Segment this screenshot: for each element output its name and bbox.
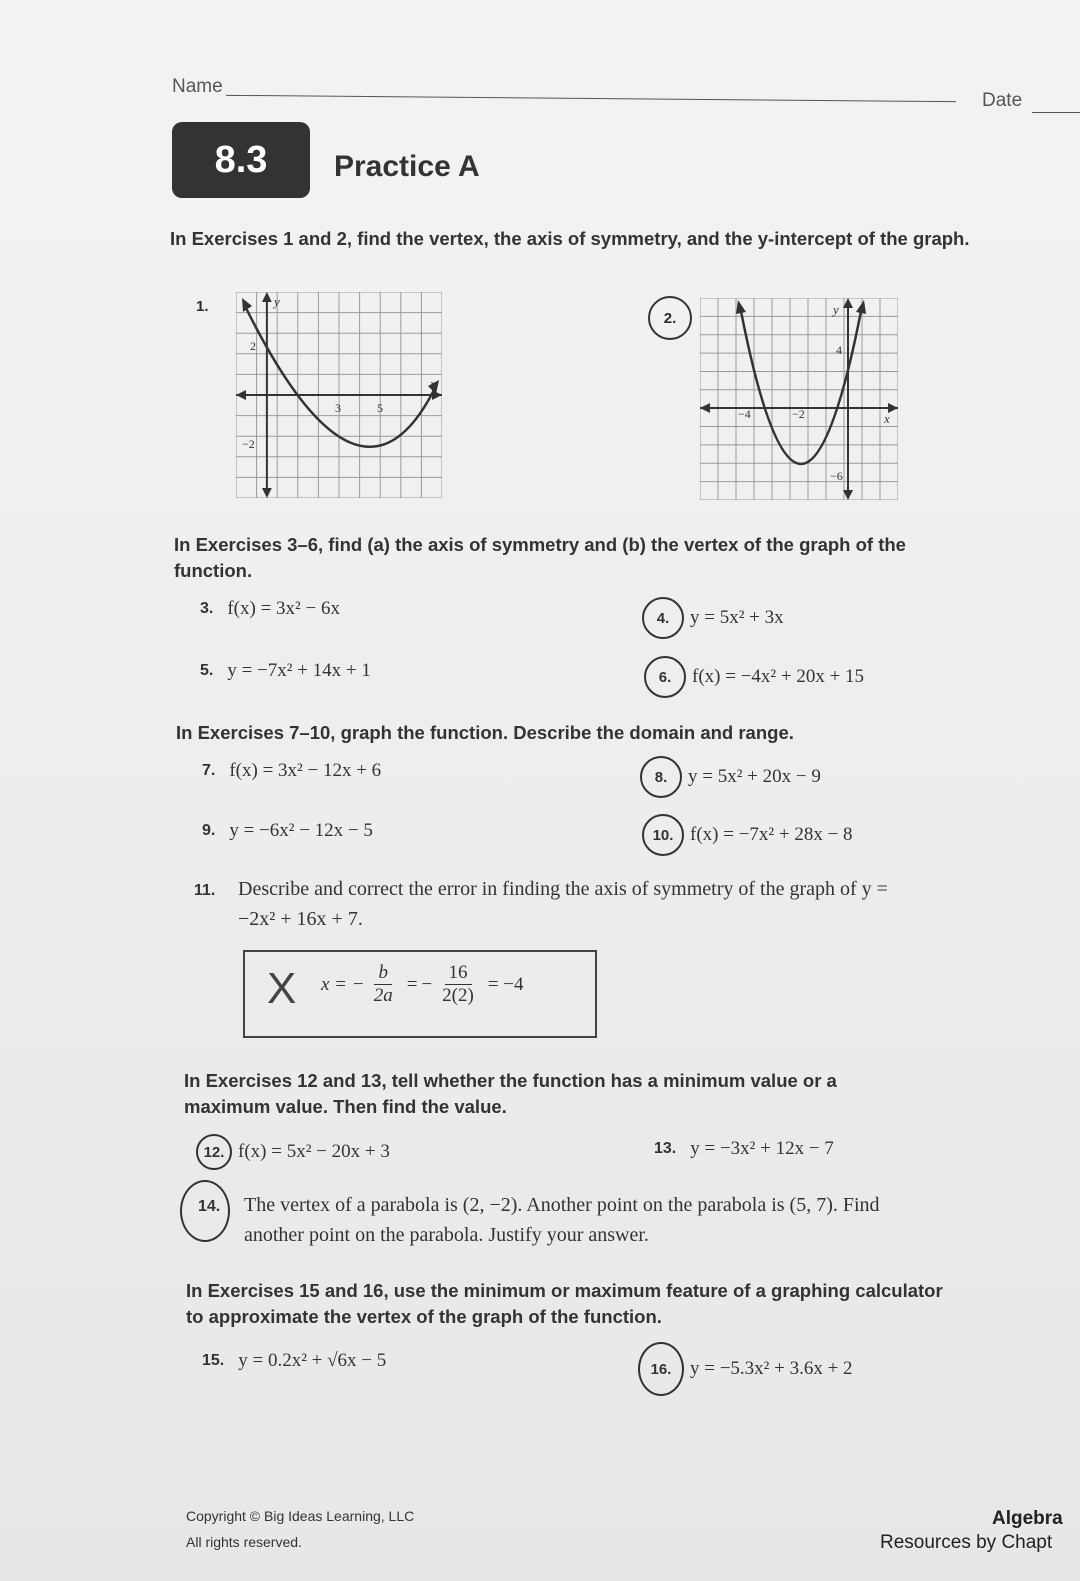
name-label: Name (172, 76, 223, 97)
exercise-number: 3. (200, 600, 214, 617)
graph-1-arrow (262, 488, 272, 498)
fraction-denominator: 2a (373, 985, 393, 1006)
work-neg: − (421, 973, 433, 995)
exercise-expression: y = −6x² − 12x − 5 (229, 820, 373, 841)
graph-2-arrow (856, 300, 866, 314)
exercise-10 (650, 814, 853, 856)
fraction-denominator: 2(2) (442, 985, 474, 1006)
exercise-1-number: 1. (196, 298, 209, 315)
exercise-number: 4. (642, 597, 684, 639)
exercise-expression: f(x) = 3x² − 6x (227, 598, 340, 619)
exercise-number: 9. (202, 822, 216, 839)
exercise-number: 16. (638, 1342, 684, 1396)
exercise-11-text: Describe and correct the error in finding the axis of symmetry of the graph of y = −2x² + 16x + 7. (238, 878, 888, 930)
rights-reserved: All rights reserved. (186, 1534, 302, 1550)
exercise-number: 8. (640, 756, 682, 798)
graph-1 (236, 292, 442, 498)
instructions-5: In Exercises 15 and 16, use the minimum or maximum feature of a graphing calculator to approximate the vertex of the graph of the function. (186, 1280, 943, 1327)
work-equals: = (406, 973, 418, 995)
exercise-expression: y = 5x² + 20x − 9 (688, 766, 821, 787)
exercise-expression: y = −3x² + 12x − 7 (690, 1138, 834, 1159)
fraction-numerator: 16 (445, 962, 472, 985)
exercise-12 (202, 1134, 390, 1170)
graph-1-parabola (244, 304, 436, 447)
graph-1-arrow (236, 390, 246, 400)
exercise-2-number (648, 296, 692, 340)
graph-2-tick: −6 (830, 469, 843, 483)
exercise-expression: f(x) = −7x² + 28x − 8 (690, 824, 853, 845)
exercise-expression: y = 0.2x² + √6x − 5 (238, 1350, 387, 1371)
exercise-13 (654, 1138, 834, 1160)
exercise-expression: f(x) = −4x² + 20x + 15 (692, 666, 865, 687)
exercise-expression: f(x) = 5x² − 20x + 3 (238, 1141, 390, 1162)
graph-2 (700, 298, 898, 500)
exercise-expression: y = −7x² + 14x + 1 (227, 660, 371, 681)
exercise-4 (650, 597, 784, 639)
instructions-4: In Exercises 12 and 13, tell whether the function has a minimum value or a maximum value. Then find the value. (184, 1070, 837, 1117)
graph-2-arrow (736, 300, 746, 314)
instructions-1: In Exercises 1 and 2, find the vertex, the axis of symmetry, and the y-intercept of the graph. (170, 228, 970, 249)
instructions-3: In Exercises 7–10, graph the function. Describe the domain and range. (176, 722, 794, 743)
exercise-2-number-text: 2. (663, 309, 677, 327)
exercise-3 (200, 598, 340, 620)
page-title: Practice A (334, 150, 480, 183)
graph-2-tick: −4 (738, 407, 751, 421)
name-line[interactable] (226, 95, 956, 102)
exercise-5 (200, 660, 371, 682)
error-work-box (243, 950, 597, 1038)
fraction-numerator: b (374, 962, 392, 985)
error-x-icon: X (267, 964, 297, 1013)
book-title: Algebra (992, 1508, 1063, 1529)
exercise-11-number: 11. (194, 882, 216, 899)
fraction-b-over-2a (370, 962, 397, 1007)
exercise-14-number: 14. (198, 1198, 221, 1215)
graph-1-arrow (262, 292, 272, 302)
exercise-expression: y = 5x² + 3x (690, 607, 784, 628)
graph-1-x-label: x (430, 376, 436, 391)
date-label: Date (982, 90, 1023, 111)
exercise-6 (652, 656, 864, 698)
copyright: Copyright © Big Ideas Learning, LLC (186, 1508, 415, 1524)
section-number-badge: 8.3 (172, 122, 310, 198)
exercise-number: 5. (200, 662, 214, 679)
exercise-number: 13. (654, 1140, 677, 1157)
work-result: = −4 (487, 973, 524, 995)
work-neg: − (353, 973, 364, 995)
graph-1-y-label: y (274, 294, 280, 309)
graph-2-tick: 4 (836, 343, 842, 357)
exercise-expression: y = −5.3x² + 3.6x + 2 (690, 1358, 853, 1379)
exercise-14-text: The vertex of a parabola is (2, −2). Another point on the parabola is (5, 7). Find another point on the parabola. Justify your answer. (244, 1194, 880, 1246)
graph-2-x-label: x (884, 411, 890, 426)
exercise-7 (202, 760, 381, 782)
graph-1-tick: 5 (377, 401, 383, 415)
exercise-expression: f(x) = 3x² − 12x + 6 (229, 760, 382, 781)
graph-2-grid (700, 298, 898, 500)
exercise-number: 7. (202, 762, 216, 779)
graph-2-arrow (700, 403, 710, 413)
exercise-number: 15. (202, 1352, 225, 1369)
exercise-9 (202, 820, 373, 842)
instructions-2: In Exercises 3–6, find (a) the axis of symmetry and (b) the vertex of the graph of the function. (174, 534, 906, 581)
exercise-16 (646, 1342, 853, 1396)
work-lhs: x = (321, 973, 348, 995)
exercise-8 (648, 756, 821, 798)
exercise-15 (202, 1350, 386, 1372)
fraction-16-over-2-2 (438, 962, 478, 1007)
graph-1-tick: 3 (335, 401, 341, 415)
date-line[interactable] (1032, 112, 1080, 113)
resources-label: Resources by Chapt (880, 1532, 1053, 1553)
graph-2-tick: −2 (792, 407, 805, 421)
exercise-number: 10. (642, 814, 684, 856)
graph-2-y-label: y (833, 302, 839, 317)
exercise-number: 12. (196, 1134, 232, 1170)
graph-1-tick: −2 (242, 437, 255, 451)
exercise-number: 6. (644, 656, 686, 698)
error-work (321, 962, 524, 1007)
graph-1-tick: 2 (250, 339, 256, 353)
